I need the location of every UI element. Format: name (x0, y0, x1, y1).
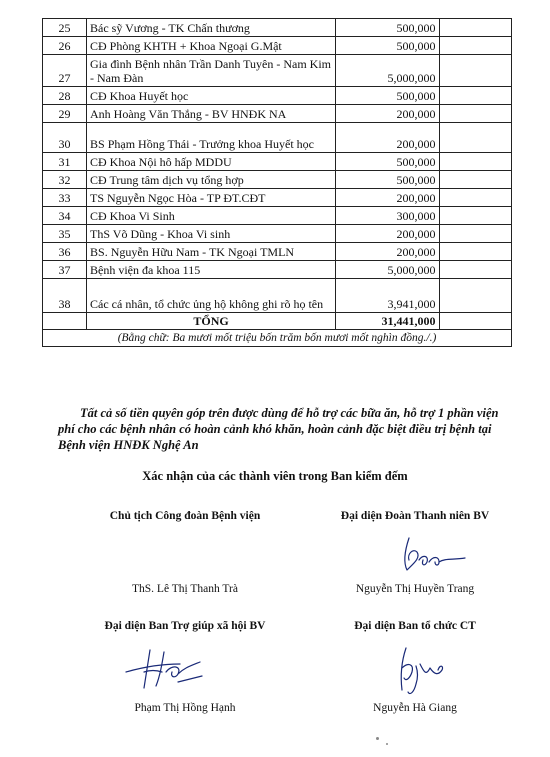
note-cell (439, 189, 511, 207)
signature-mark (120, 642, 210, 697)
note-cell (439, 225, 511, 243)
table-row (43, 243, 512, 261)
donor-name: Anh Hoàng Văn Thắng - BV HNĐK NA (87, 105, 336, 123)
signatory-title: Đại diện Ban Trợ giúp xã hội BV (104, 620, 266, 632)
usage-note: Tất cả số tiền quyên góp trên được dùng để hỗ trợ các bữa ăn, hỗ trợ 1 phần viện phí cho các bệnh nhân có hoàn cảnh khó khăn, hoàn cảnh đặc biệt điều trị bệnh tại Bệnh viện HNĐK Nghệ An (58, 406, 499, 452)
donor-name: CĐ Trung tâm dịch vụ tổng hợp (87, 171, 336, 189)
signatory-name: Phạm Thị Hồng Hạnh (134, 702, 236, 714)
donation-amount: 5,000,000 (336, 261, 439, 279)
scan-speck (376, 737, 379, 740)
row-index: 37 (43, 261, 87, 279)
row-index: 29 (43, 105, 87, 123)
signature-mark (388, 642, 458, 702)
signatory-title: Đại diện Đoàn Thanh niên BV (340, 510, 490, 522)
donation-amount: 500,000 (336, 153, 439, 171)
donor-name: CĐ Khoa Vi Sinh (87, 207, 336, 225)
signatory-organizing-board (300, 620, 530, 720)
donor-name: BS. Nguyễn Hữu Nam - TK Ngoại TMLN (87, 243, 336, 261)
donor-name: BS Phạm Hồng Thái - Trưởng khoa Huyết học (87, 123, 336, 153)
table-row (43, 279, 512, 313)
table-row (43, 87, 512, 105)
row-index: 26 (43, 37, 87, 55)
note-cell (439, 243, 511, 261)
row-index: 31 (43, 153, 87, 171)
donation-amount: 3,941,000 (336, 279, 439, 313)
confirmation-heading: Xác nhận của các thành viên trong Ban kiểm đếm (142, 469, 408, 483)
signatory-social-aid (70, 620, 300, 720)
amount-in-words: (Bằng chữ: Ba mươi mốt triệu bốn trăm bốn mươi mốt nghìn đồng./.) (43, 330, 512, 347)
donation-amount: 500,000 (336, 19, 439, 37)
row-index: 30 (43, 123, 87, 153)
donor-name: CĐ Phòng KHTH + Khoa Ngoại G.Mật (87, 37, 336, 55)
row-index: 33 (43, 189, 87, 207)
note-cell (439, 87, 511, 105)
row-index: 34 (43, 207, 87, 225)
note-cell (439, 279, 511, 313)
row-index: 28 (43, 87, 87, 105)
donor-name: CĐ Khoa Huyết học (87, 87, 336, 105)
donor-name: Các cá nhân, tổ chức ủng hộ không ghi rõ họ tên (87, 279, 336, 313)
donor-name: Bác sỹ Vương - TK Chấn thương (87, 19, 336, 37)
signatory-name: Nguyễn Hà Giang (373, 702, 457, 714)
total-amount: 31,441,000 (336, 313, 439, 330)
donation-amount: 300,000 (336, 207, 439, 225)
note-cell (439, 19, 511, 37)
signature-mark (395, 530, 475, 580)
total-index-cell (43, 313, 87, 330)
signatory-title: Chủ tịch Công đoàn Bệnh viện (109, 510, 261, 522)
table-row (43, 171, 512, 189)
total-label: TỔNG (87, 313, 336, 330)
row-index: 32 (43, 171, 87, 189)
total-note-cell (439, 313, 511, 330)
row-index: 38 (43, 279, 87, 313)
row-index: 36 (43, 243, 87, 261)
note-cell (439, 105, 511, 123)
row-index: 35 (43, 225, 87, 243)
table-row (43, 225, 512, 243)
signatory-youth-union (300, 510, 530, 600)
scan-speck (386, 743, 388, 745)
signatory-name: Nguyễn Thị Huyền Trang (355, 583, 475, 595)
note-cell (439, 207, 511, 225)
note-cell (439, 55, 511, 87)
donation-amount: 200,000 (336, 105, 439, 123)
donation-amount: 500,000 (336, 37, 439, 55)
signatory-name: ThS. Lê Thị Thanh Trà (132, 583, 238, 595)
table-row (43, 207, 512, 225)
row-index: 25 (43, 19, 87, 37)
table-row (43, 261, 512, 279)
amount-in-words-row (43, 330, 512, 347)
note-cell (439, 171, 511, 189)
donation-amount: 500,000 (336, 87, 439, 105)
donation-table (42, 18, 512, 347)
table-row (43, 153, 512, 171)
note-cell (439, 123, 511, 153)
donation-amount: 500,000 (336, 171, 439, 189)
table-row (43, 105, 512, 123)
donor-name: CĐ Khoa Nội hô hấp MDDU (87, 153, 336, 171)
note-cell (439, 153, 511, 171)
table-row (43, 19, 512, 37)
donor-name: ThS Võ Dũng - Khoa Vi sinh (87, 225, 336, 243)
donation-amount: 200,000 (336, 243, 439, 261)
table-row (43, 55, 512, 87)
table-row (43, 123, 512, 153)
donation-table-body (43, 19, 512, 313)
signatory-union-chair (70, 510, 300, 600)
signatory-title: Đại diện Ban tổ chức CT (354, 620, 476, 632)
donor-name: Gia đình Bệnh nhân Trần Danh Tuyên - Nam Kim - Nam Đàn (87, 55, 336, 87)
donor-name: Bệnh viện đa khoa 115 (87, 261, 336, 279)
row-index: 27 (43, 55, 87, 87)
note-cell (439, 37, 511, 55)
donor-name: TS Nguyễn Ngọc Hòa - TP ĐT.CĐT (87, 189, 336, 207)
donation-amount: 5,000,000 (336, 55, 439, 87)
table-row (43, 189, 512, 207)
total-row (43, 313, 512, 330)
table-row (43, 37, 512, 55)
donation-amount: 200,000 (336, 123, 439, 153)
donation-amount: 200,000 (336, 189, 439, 207)
donation-amount: 200,000 (336, 225, 439, 243)
note-cell (439, 261, 511, 279)
